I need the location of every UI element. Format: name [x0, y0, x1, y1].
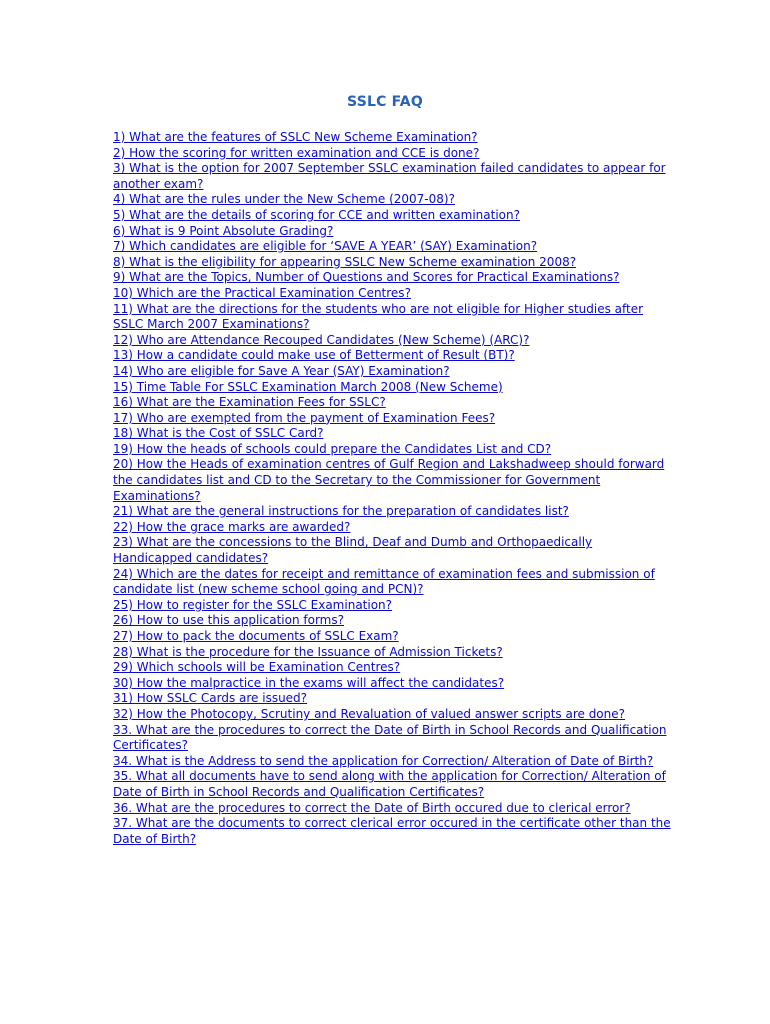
faq-question-link[interactable]: 31) How SSLC Cards are issued?	[113, 691, 308, 706]
faq-item	[113, 520, 673, 536]
faq-question-link[interactable]: 15) Time Table For SSLC Examination March 2008 (New Scheme)	[113, 379, 503, 394]
faq-item	[113, 691, 673, 707]
faq-question-link[interactable]: 28) What is the procedure for the Issuance of Admission Tickets?	[113, 644, 503, 659]
faq-item	[113, 754, 673, 770]
faq-question-link[interactable]: 26) How to use this application forms?	[113, 613, 344, 628]
faq-question-link[interactable]: 24) Which are the dates for receipt and remittance of examination fees and submission of candidate list (new scheme school going and PCN)?	[113, 566, 655, 597]
faq-item	[113, 395, 673, 411]
faq-item	[113, 161, 673, 192]
faq-item	[113, 504, 673, 520]
faq-item	[113, 302, 673, 333]
faq-item	[113, 535, 673, 566]
faq-item	[113, 255, 673, 271]
faq-question-link[interactable]: 18) What is the Cost of SSLC Card?	[113, 426, 324, 441]
faq-question-link[interactable]: 23) What are the concessions to the Blind, Deaf and Dumb and Orthopaedically Handicapped candidates?	[113, 535, 593, 566]
page-title: SSLC FAQ	[347, 94, 423, 110]
faq-item	[113, 801, 673, 817]
faq-item	[113, 442, 673, 458]
faq-item	[113, 224, 673, 240]
faq-item	[113, 208, 673, 224]
faq-item	[113, 660, 673, 676]
faq-item	[113, 364, 673, 380]
faq-question-link[interactable]: 21) What are the general instructions for the preparation of candidates list?	[113, 504, 569, 519]
faq-item	[113, 286, 673, 302]
faq-question-link[interactable]: 19) How the heads of schools could prepare the Candidates List and CD?	[113, 441, 552, 456]
faq-question-link[interactable]: 3) What is the option for 2007 September SSLC examination failed candidates to appear for another exam?	[113, 161, 666, 191]
faq-question-link[interactable]: 25) How to register for the SSLC Examination?	[113, 597, 393, 612]
faq-question-link[interactable]: 8) What is the eligibility for appearing SSLC New Scheme examination 2008?	[113, 254, 577, 269]
faq-question-link[interactable]: 11) What are the directions for the students who are not eligible for Higher studies after SSLC March 2007 Examinations?	[113, 301, 644, 332]
faq-item	[113, 270, 673, 286]
faq-question-link[interactable]: 12) Who are Attendance Recouped Candidates (New Scheme) (ARC)?	[113, 332, 530, 347]
faq-item	[113, 613, 673, 629]
faq-item	[113, 629, 673, 645]
faq-item	[113, 645, 673, 661]
faq-question-link[interactable]: 5) What are the details of scoring for CCE and written examination?	[113, 207, 520, 222]
faq-item	[113, 239, 673, 255]
faq-question-link[interactable]: 4) What are the rules under the New Scheme (2007-08)?	[113, 192, 455, 207]
faq-item	[113, 676, 673, 692]
faq-item	[113, 816, 673, 847]
faq-item	[113, 567, 673, 598]
faq-question-link[interactable]: 1) What are the features of SSLC New Scheme Examination?	[113, 130, 478, 144]
faq-question-link[interactable]: 34. What is the Address to send the application for Correction/ Alteration of Date of Birth?	[113, 753, 654, 768]
faq-item	[113, 130, 673, 146]
faq-question-link[interactable]: 13) How a candidate could make use of Betterment of Result (BT)?	[113, 348, 515, 363]
faq-question-link[interactable]: 22) How the grace marks are awarded?	[113, 519, 351, 534]
faq-item	[113, 411, 673, 427]
faq-item	[113, 769, 673, 800]
faq-item	[113, 348, 673, 364]
faq-question-link[interactable]: 33. What are the procedures to correct the Date of Birth in School Records and Qualification Certificates?	[113, 722, 667, 753]
faq-item	[113, 380, 673, 396]
faq-item	[113, 723, 673, 754]
faq-question-link[interactable]: 14) Who are eligible for Save A Year (SAY) Examination?	[113, 363, 450, 378]
faq-question-link[interactable]: 37. What are the documents to correct clerical error occured in the certificate other than the Date of Birth?	[113, 816, 671, 846]
faq-question-link[interactable]: 7) Which candidates are eligible for ‘SAVE A YEAR’ (SAY) Examination?	[113, 239, 538, 254]
faq-question-link[interactable]: 10) Which are the Practical Examination Centres?	[113, 285, 411, 300]
faq-item	[113, 598, 673, 614]
faq-item	[113, 333, 673, 349]
faq-item	[113, 192, 673, 208]
faq-question-link[interactable]: 16) What are the Examination Fees for SSLC?	[113, 395, 386, 410]
faq-question-link[interactable]: 17) Who are exempted from the payment of Examination Fees?	[113, 410, 496, 425]
faq-question-link[interactable]: 9) What are the Topics, Number of Questions and Scores for Practical Examinations?	[113, 270, 620, 285]
faq-question-link[interactable]: 32) How the Photocopy, Scrutiny and Revaluation of valued answer scripts are done?	[113, 706, 626, 721]
faq-item	[113, 426, 673, 442]
faq-question-link[interactable]: 35. What all documents have to send along with the application for Correction/ Alteration of Date of Birth in School Records and Qualification Certificates?	[113, 769, 666, 799]
faq-item	[113, 707, 673, 723]
faq-question-link[interactable]: 29) Which schools will be Examination Centres?	[113, 660, 401, 675]
faq-item	[113, 457, 673, 504]
faq-item	[113, 146, 673, 162]
faq-question-link[interactable]: 27) How to pack the documents of SSLC Exam?	[113, 629, 399, 643]
faq-question-link[interactable]: 36. What are the procedures to correct the Date of Birth occured due to clerical error?	[113, 800, 631, 815]
faq-question-link[interactable]: 6) What is 9 Point Absolute Grading?	[113, 223, 334, 238]
faq-list	[113, 130, 673, 847]
faq-question-link[interactable]: 2) How the scoring for written examination and CCE is done?	[113, 145, 480, 160]
faq-question-link[interactable]: 30) How the malpractice in the exams will affect the candidates?	[113, 675, 505, 690]
faq-question-link[interactable]: 20) How the Heads of examination centres of Gulf Region and Lakshadweep should forward the candidates list and CD to the Secretary to the Commissioner for Government Examinations?	[113, 457, 665, 503]
